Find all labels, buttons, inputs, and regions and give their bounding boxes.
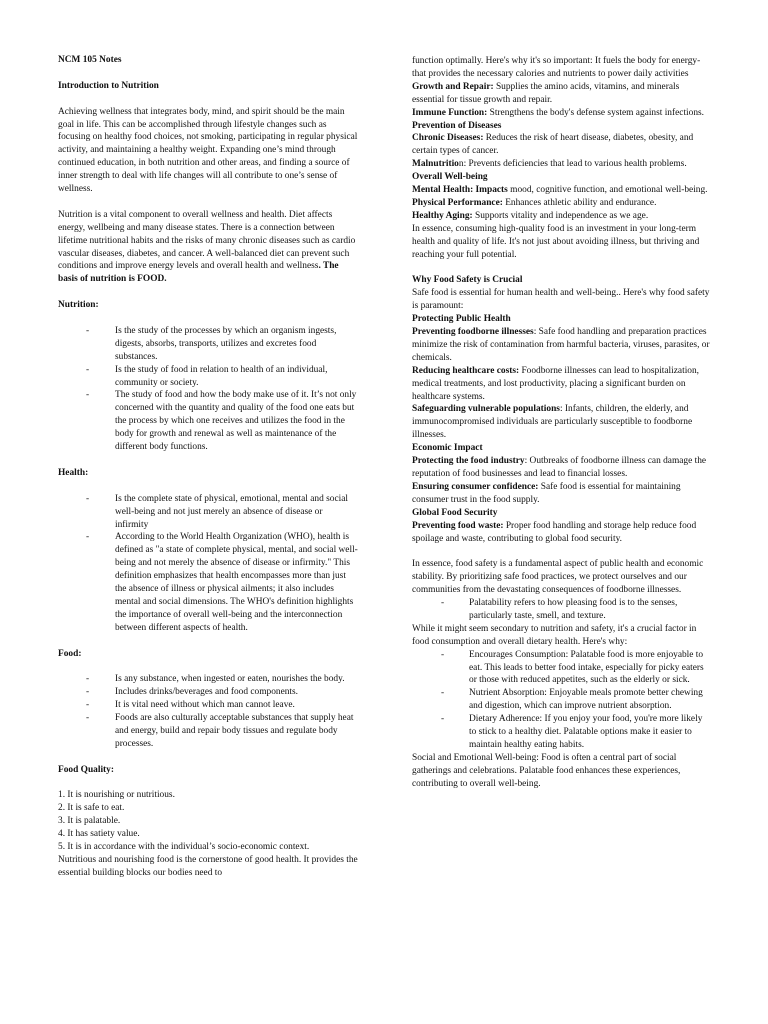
closing-paragraph: Nutritious and nourishing food is the cornerstone of good health. It provides the essential building blocks our bodies need to [58, 855, 358, 878]
list-item [58, 699, 358, 712]
entry-label: Growth and Repair: [412, 81, 494, 92]
list-item [58, 389, 358, 454]
list-item [412, 687, 712, 713]
safety-heading: Why Food Safety is Crucial [412, 275, 523, 286]
list-item-text: It is vital need without which man cannot leave. [115, 700, 295, 711]
list-item-text: Is the study of food in relation to health of an individual, community or society. [115, 364, 328, 388]
list-item [412, 649, 712, 688]
entry-text: : Outbreaks of foodborne illness can damage the reputation of food businesses and lead to financial losses. [412, 456, 707, 479]
nutrition-list [58, 325, 358, 454]
food-list [58, 673, 358, 750]
dash-bullet: - [441, 598, 445, 609]
intro-paragraph-2 [58, 209, 358, 286]
entry-text: Foodborne illnesses can lead to hospitalization, medical treatments, and lost productivity, placing a significant burden on healthcare systems. [412, 365, 700, 402]
food-heading: Food: [58, 648, 82, 659]
healthcare-entry [412, 365, 712, 404]
food-quality-item-2: 2. It is safe to eat. [58, 803, 125, 814]
intro-paragraph-1: Achieving wellness that integrates body, mind, and spirit should be the main goal in life. This can be accomplished through lifestyle changes such as focusing on healthy food choices, not smoking, participating in regular physical activity, and maintaining a healthy weight. Expanding one’s mind through continued education, in both nutrition and other areas, and finding a source of inner strength to deal with life changes will all contribute to one’s sense of wellness. [58, 106, 358, 195]
palatability-definition-list [412, 597, 712, 623]
list-item [58, 325, 358, 364]
list-item [58, 493, 358, 532]
list-item [58, 686, 358, 699]
list-item-text: Palatability refers to how pleasing food is to the senses, particularly taste, smell, and texture. [469, 598, 678, 621]
economic-heading: Economic Impact [412, 443, 483, 454]
list-item [412, 713, 712, 752]
dash-bullet: - [441, 688, 445, 699]
aging-entry [412, 210, 712, 223]
entry-text: mood, cognitive function, and emotional well-being. [507, 185, 708, 196]
prevention-heading: Prevention of Diseases [412, 120, 502, 131]
dash-bullet: - [441, 649, 445, 660]
food-quality-item-4: 4. It has satiety value. [58, 829, 140, 840]
entry-label: Safeguarding vulnerable populations [412, 404, 560, 415]
health-list [58, 493, 358, 635]
chronic-entry [412, 132, 712, 158]
health-heading: Health: [58, 467, 89, 478]
essence-paragraph-1: In essence, consuming high-quality food is an investment in your long-term health and quality of life. It's not just about avoiding illness, but thriving and reaching your full potential. [412, 223, 700, 260]
confidence-entry [412, 481, 712, 507]
food-quality-item-3: 3. It is palatable. [58, 816, 121, 827]
intro-paragraph-2-bold: . The basis of nutrition is FOOD. [58, 261, 339, 285]
entry-text: Enhances athletic ability and endurance. [502, 197, 657, 208]
palatability-list [412, 649, 712, 752]
entry-label: Malnutritio [412, 159, 459, 170]
entry-label: Immune Function: [412, 107, 488, 118]
entry-text: Proper food handling and storage help reduce food spoilage and waste, contributing to global food security. [412, 520, 697, 544]
dash-bullet: - [86, 713, 90, 724]
public-health-heading: Protecting Public Health [412, 314, 511, 325]
list-item-text: Dietary Adherence: If you enjoy your food, you're more likely to stick to a healthy diet. Palatable options make it easier to maintain healthy eating habits. [469, 714, 703, 750]
entry-text: Supplies the amino acids, vitamins, and minerals essential for tissue growth and repair. [412, 81, 680, 105]
nutrition-heading: Nutrition: [58, 300, 99, 311]
physical-entry [412, 197, 712, 210]
entry-label: Chronic Diseases: [412, 133, 484, 144]
entry-label: Healthy Aging: [412, 210, 473, 221]
entry-text: Supports vitality and independence as we age. [472, 210, 649, 221]
right-column [412, 55, 712, 791]
entry-label: Mental Health: Impacts [412, 185, 508, 196]
entry-label: Preventing foodborne illnesses [412, 327, 534, 338]
entry-text: Strengthens the body's defense system against infections. [487, 107, 705, 118]
left-column [58, 54, 358, 880]
food-quality-item-1: 1. It is nourishing or nutritious. [58, 790, 175, 801]
dash-bullet: - [86, 325, 90, 336]
list-item-text: Encourages Consumption: Palatable food is more enjoyable to eat. This leads to better food intake, especially for picky eaters or those with reduced appetites, such as the elderly or sick. [469, 649, 704, 686]
palatability-intro: While it might seem secondary to nutrition and safety, it's a crucial factor in food consumption and overall dietary health. Here's why: [412, 623, 697, 647]
list-item-text: Is any substance, when ingested or eaten, nourishes the body. [115, 674, 345, 685]
wellbeing-heading: Overall Well-being [412, 172, 488, 183]
entry-text: : Infants, children, the elderly, and immunocompromised individuals are particularly susceptible to foodborne illnesses. [412, 404, 693, 441]
dash-bullet: - [86, 700, 90, 711]
entry-text: Safe food is essential for maintaining consumer trust in the food supply. [412, 481, 681, 505]
list-item [58, 364, 358, 390]
list-item [412, 597, 712, 623]
dash-bullet: - [86, 687, 90, 698]
entry-label: Preventing food waste: [412, 520, 504, 531]
list-item-text: Is the study of the processes by which an organism ingests, digests, absorbs, transports, utilizes and excretes food substances. [115, 325, 337, 362]
list-item-text: Foods are also culturally acceptable substances that supply heat and energy, build and repair body tissues and regulate body processes. [115, 713, 354, 749]
entry-label: Reducing healthcare costs: [412, 365, 520, 376]
entry-label: Physical Performance: [412, 197, 503, 208]
safety-intro: Safe food is essential for human health and well-being.. Here's why food safety is paramount: [412, 288, 710, 312]
list-item-text: The study of food and how the body make use of it. It’s not only concerned with the quantity and quality of the food one eats but the process by which one receives and utilizes the food in the body for growth and renewal as well as maintenance of the different body functions. [115, 390, 357, 453]
intro-heading: Introduction to Nutrition [58, 80, 159, 91]
list-item-text: According to the World Health Organization (WHO), health is defined as "a state of complete physical, mental, and social well-being and not merely the absence of disease or infirmity." This definition emphasizes that health encompasses more than just the absence of illness or physical ailments; it also includes mental and social dimensions. The WHO's definition highlights the importance of overall well-being and the interconnection between different aspects of health. [115, 532, 358, 633]
dash-bullet: - [441, 714, 445, 725]
list-item-text: Includes drinks/beverages and food components. [115, 687, 299, 698]
essence-paragraph-2: In essence, food safety is a fundamental aspect of public health and economic stability. By prioritizing safe food practices, we protect ourselves and our communities from the devastating consequences of foodborne illnesses. [412, 559, 704, 596]
continuation-paragraph: function optimally. Here's why it's so important: It fuels the body for energy- that provides the necessary calories and nutrients to power daily activities [412, 56, 701, 79]
list-item [58, 712, 358, 751]
entry-text: n: Prevents deficiencies that lead to various health problems. [458, 159, 687, 170]
list-item [58, 673, 358, 686]
immune-entry [412, 107, 712, 120]
dash-bullet: - [86, 493, 90, 504]
food-quality-heading: Food Quality: [58, 764, 114, 775]
page-title: NCM 105 Notes [58, 55, 122, 65]
entry-text: Reduces the risk of heart disease, diabetes, obesity, and certain types of cancer. [412, 133, 694, 157]
malnutrition-entry [412, 158, 712, 171]
mental-entry [412, 184, 712, 197]
industry-entry [412, 455, 712, 481]
food-quality-item-5: 5. It is in accordance with the individual’s socio-economic context. [58, 842, 310, 853]
dash-bullet: - [86, 390, 90, 401]
list-item-text: Is the complete state of physical, emotional, mental and social well-being and not just merely an absence of disease or infirmity [115, 493, 349, 530]
vulnerable-entry [412, 403, 712, 442]
waste-entry [412, 520, 712, 546]
dash-bullet: - [86, 364, 90, 375]
growth-entry [412, 81, 712, 107]
dash-bullet: - [86, 532, 90, 543]
list-item-text: Nutrient Absorption: Enjoyable meals promote better chewing and digestion, which can improve nutrient absorption. [469, 688, 703, 712]
foodborne-entry [412, 326, 712, 365]
dash-bullet: - [86, 674, 90, 685]
intro-paragraph-2-text: Nutrition is a vital component to overall wellness and health. Diet affects energy, wellbeing and many disease states. There is a connection between lifetime nutritional habits and the risks of many chronic diseases such as cardio vascular diseases, diabetes, and cancer. A well-balanced diet can prevent such conditions and improve energy levels and overall health and wellness [58, 209, 356, 272]
entry-label: Ensuring consumer confidence: [412, 481, 539, 492]
entry-label: Protecting the food industry [412, 456, 525, 467]
list-item [58, 531, 358, 634]
entry-text: : Safe food handling and preparation practices minimize the risk of contamination from harmful bacteria, viruses, parasites, or chemicals. [412, 327, 710, 363]
global-heading: Global Food Security [412, 507, 498, 518]
social-paragraph: Social and Emotional Well-being: Food is often a central part of social gatherings and celebrations. Palatable food enhances these experiences, contributing to overall well-being. [412, 752, 681, 789]
